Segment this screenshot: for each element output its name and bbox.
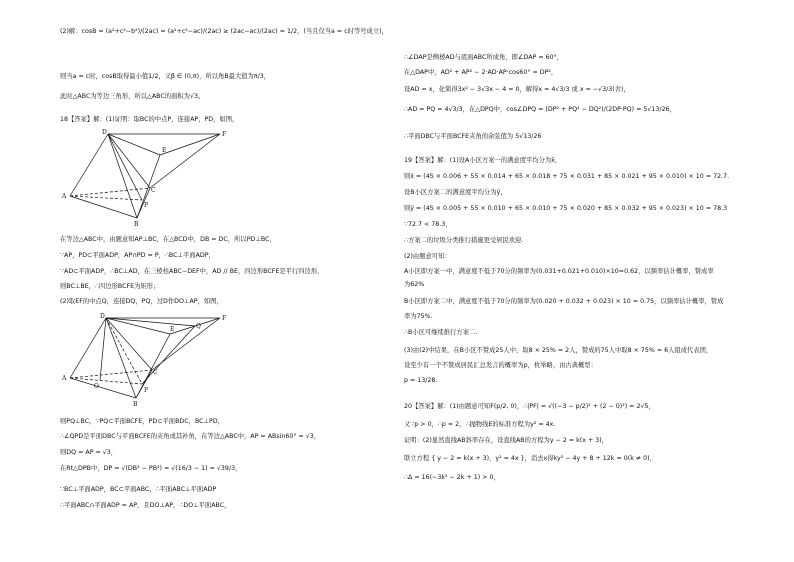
vertex-label: D xyxy=(102,129,107,136)
text-line: 证明：(2)显然直线AB斜率存在，设直线AB的方程为y − 2 = k(x + 3)， xyxy=(404,437,608,444)
text-line: 则BC⊥BE，∴四边形BCFE为矩形； xyxy=(60,283,160,290)
answer-20-heading: 20【答案】解：(1)由题意可知F(p/2, 0)，∴|PF| = √((−3 − p/2)² + (2 − 0)²) = 2√5， xyxy=(404,403,655,410)
text-line: 为62% xyxy=(404,281,425,288)
text-line: 设B小区方案二的满意度平均分为ȳ， xyxy=(404,189,507,196)
prism-figure-1 xyxy=(60,128,250,228)
text-line: 则PQ⊥BC，∵PQ⊂平面BCFE，PD⊂平面BDC，BC⊥PD， xyxy=(60,418,224,425)
text-line: ∴AD = PQ = 4√3/3，在△DPQ中，cos∠DPQ = (DP² + PQ² − DQ²)/(2DP·PQ) = 5√13/26， xyxy=(404,106,676,113)
text-line: 联立方程 { y − 2 = k(x + 3)，y² = 4x }，消去x得ky² − 4y + 8 + 12k = 0(k ≠ 0)， xyxy=(404,455,656,462)
prism-figure-2 xyxy=(60,312,250,408)
text-line: ∵AD⊂平面ADP，∴BC⊥AD，在三棱柱ABC−DEF中，AD // BE，四边形BCFE是平行四边形， xyxy=(60,268,324,275)
text-line: B小区即方案二中，满意度不低于70分的频率为(0.020 + 0.032 + 0.023) × 10 = 0.75，以频率估计概率，赞成 xyxy=(404,298,724,305)
vertex-label: B xyxy=(133,401,138,408)
text-line: 在△DAP中，AD² + AP² − 2·AD·AP·cos60° = DP²， xyxy=(404,69,558,76)
text-line: 此时△ABC为等边三角形，所以△ABC的面积为√3。 xyxy=(60,93,205,100)
text-line: 在等边△ABC中，由题意知AP⊥BC，在△BCD中，DB = DC，所以PD⊥BC， xyxy=(60,236,276,243)
vertex-label: P xyxy=(144,387,149,394)
text-line: ∵AP，PD⊂平面ADP，AP∩PD = P，∴BC⊥平面ADP， xyxy=(60,252,215,259)
text-line: (2)解：cosB = (a²+c²−b²)/(2ac) = (a²+c²−ac)/(2ac) ≥ (2ac−ac)/(2ac) = 1/2，(当且仅当a = c时等号成立)， xyxy=(60,28,388,35)
vertex-label: C xyxy=(153,369,158,376)
text-line: 则ȳ = (45 × 0.005 + 55 × 0.010 + 65 × 0.010 + 75 × 0.020 + 85 × 0.032 + 95 × 0.023) × 10 = 78.3 xyxy=(404,205,728,212)
vertex-label: O xyxy=(94,383,99,390)
text-line: 设AD = x，化简得3x² − 3√3x − 4 = 0，解得x = 4√3/3 或 x = −√3/3(舍)， xyxy=(404,86,630,93)
vertex-label: F xyxy=(222,131,227,138)
text-line: ∴平面DBC与平面BCFE夹角的余弦值为 5√13/26 xyxy=(404,133,542,140)
vertex-label: E xyxy=(170,326,175,333)
vertex-label: B xyxy=(134,221,139,228)
answer-19-heading: 19【答案】解：(1)设A小区方案一的满意度平均分为x̄， xyxy=(404,157,562,164)
text-line: (2)由题意可知： xyxy=(404,253,451,260)
text-line: 率为75%. xyxy=(404,313,433,320)
text-line: ∵BC⊥平面ADP，BC⊂平面ABC，∴平面ABC⊥平面ADP xyxy=(60,486,217,493)
text-line: ∴方案二的垃圾分类推行措施更受居民欢迎. xyxy=(404,237,524,244)
answer-18-heading: 18【答案】解：(1)证明：取BC的中点P，连接AP，PD，如图， xyxy=(60,116,239,123)
text-line: ∵72.7 < 78.3， xyxy=(404,221,452,228)
text-line: ∴Δ = 16(−3k² − 2k + 1) > 0， xyxy=(404,474,500,481)
vertex-label: A xyxy=(62,375,67,382)
text-line: p = 13/28. xyxy=(404,377,438,384)
vertex-label: P xyxy=(144,202,149,209)
vertex-label: Q xyxy=(196,323,201,330)
text-line: 则当a = c时，cosB取得最小值1/2，又β ∈ (0,π)，所以角B最大值为π/3， xyxy=(60,73,271,80)
text-line: 则DQ = AP = √3， xyxy=(60,449,118,456)
vertex-label: C xyxy=(151,187,156,194)
vertex-label: D xyxy=(100,313,105,320)
vertex-label: E xyxy=(162,147,167,154)
text-line: 又∵p > 0，∴p = 2，∴抛物线E的标准方程为y² = 4x. xyxy=(404,421,556,428)
text-line: 在Rt△DPB中，DP = √(DB² − PB²) = √(16/3 − 1) = √39/3， xyxy=(60,465,242,472)
text-line: (2)取EF的中点Q，连接DQ，PQ，过D作DO⊥AP，如图， xyxy=(60,298,223,305)
vertex-label: F xyxy=(222,315,227,322)
text-line: ∴B小区可继续推行方案二. xyxy=(404,329,478,336)
text-line: 设至少有一个不赞成居民汇总发言的概率为p，枚举略，由古典概型： xyxy=(404,362,597,369)
text-line: 则x̄ = (45 × 0.006 + 55 × 0.014 + 65 × 0.018 + 75 × 0.031 + 85 × 0.021 + 95 × 0.010) × 10 = 72.7. xyxy=(404,173,730,180)
text-line: (3)由(2)中结果，在B小区不赞成25人中，取8 × 25% = 2人，赞成的75人中取8 × 75% = 6人组成代表团， xyxy=(404,347,713,354)
text-line: A小区即方案一中，满意度不低于70分的频率为(0.031+0.021+0.010)×10=0.62，以频率估计概率，赞成率 xyxy=(404,268,714,275)
text-line: ∴平面ABC∩平面ADP = AP，且DO⊥AP，∴DO⊥平面ABC， xyxy=(60,502,231,509)
text-line: ∴∠QPD是平面DBC与平面BCFE的夹角或其补角，在等边△ABC中，AP = ABsin60° = √3， xyxy=(60,433,321,440)
vertex-label: A xyxy=(62,193,67,200)
text-line: ∴∠DAP是侧棱AD与底面ABC所成角，即∠DAP = 60°， xyxy=(404,54,564,61)
